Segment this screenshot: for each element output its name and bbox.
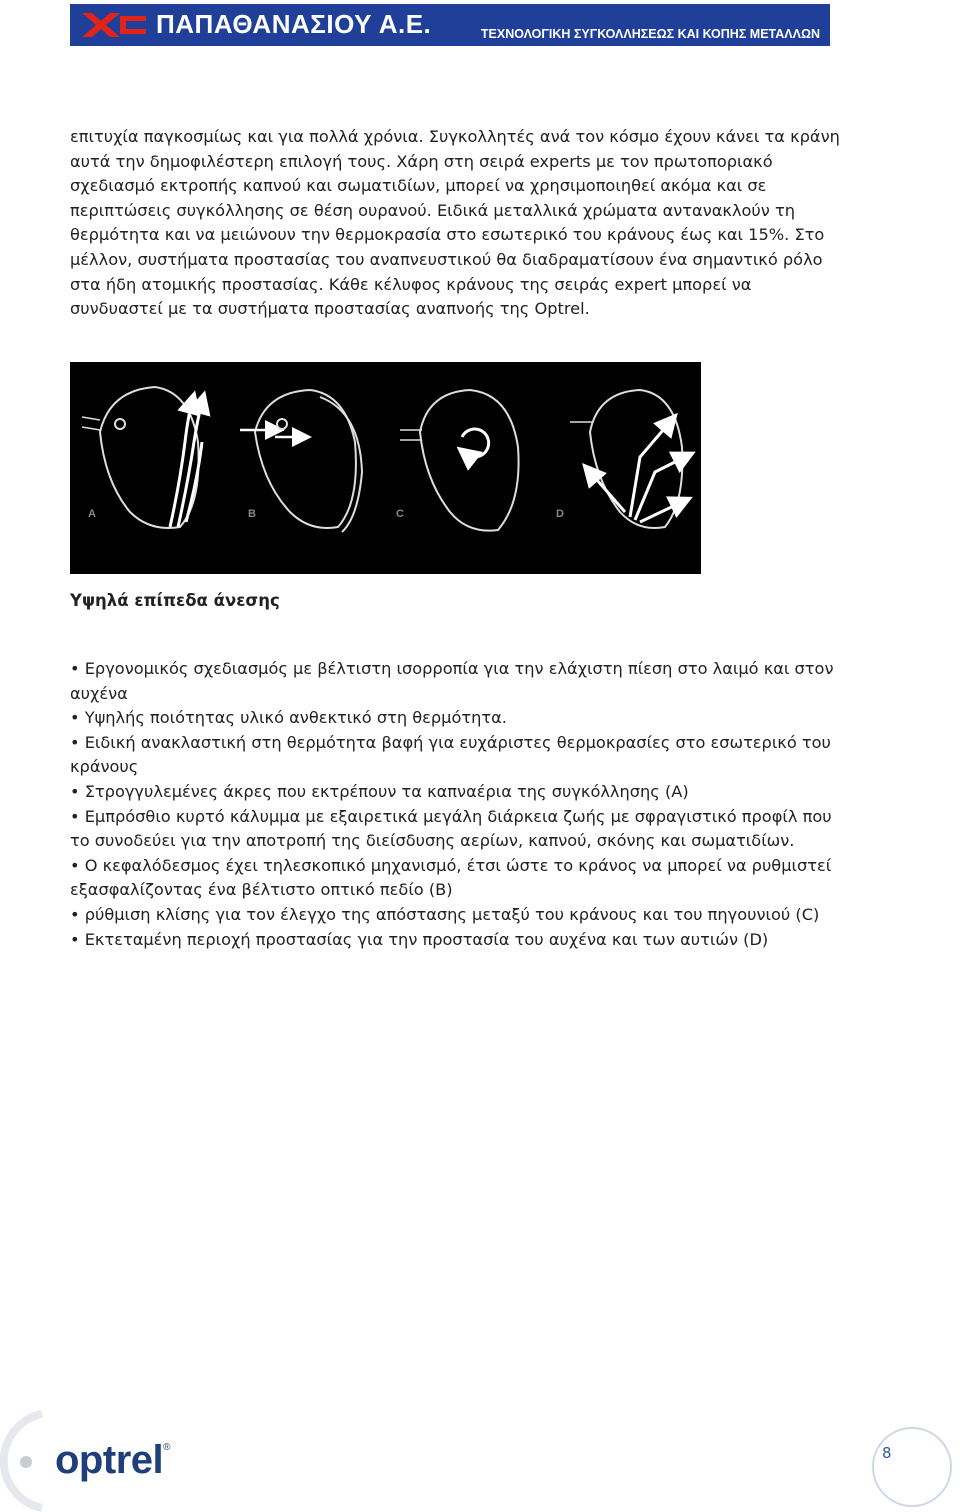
feature-list [70,657,840,952]
registered-mark: ® [163,1442,170,1453]
panel-label-a: A [88,508,96,520]
helmet-panel-a [82,387,202,528]
company-tagline: ΤΕΧΝΟΛΟΓΙΚΗ ΣΥΓΚΟΛΛΗΣΕΩΣ ΚΑΙ ΚΟΠΗΣ ΜΕΤΑΛΛΩΝ [480,27,820,41]
page-number: 8 [882,1444,892,1462]
list-item: • ρύθμιση κλίσης για τον έλεγχο της απόστασης μεταξύ του κράνους και του πηγουνιού (C) [70,903,840,928]
helmet-panel-b [240,390,362,532]
section-heading: Υψηλά επίπεδα άνεσης [70,591,280,610]
list-item: • Ειδική ανακλαστική στη θερμότητα βαφή για ευχάριστες θερμοκρασίες στο εσωτερικό του κράνους [70,731,840,780]
helmet-panel-c [400,390,519,531]
panel-label-c: C [396,508,404,520]
list-item: • Στρογγυλεμένες άκρες που εκτρέπουν τα καπναέρια της συγκόλλησης (A) [70,780,840,805]
helmet-diagram [70,362,701,574]
helmet-panel-d [570,390,685,528]
list-item: • Εκτεταμένη περιοχή προστασίας για την προστασία του αυχένα και των αυτιών (D) [70,928,840,953]
optrel-logo [55,1438,170,1483]
company-banner [70,4,830,46]
panel-label-b: B [248,508,256,520]
panel-label-d: D [556,508,564,520]
intro-paragraph: επιτυχία παγκοσμίως και για πολλά χρόνια. Συγκολλητές ανά τον κόσμο έχουν κάνει τα κράνη αυτά την δημοφιλέστερη επιλογή τους. Χάρη στη σειρά experts με τον πρωτοποριακό σχεδιασμό εκτροπής καπνού και σωματιδίων, μπορεί να χρησιμοποιηθεί ακόμα και σε περιπτώσεις συγκόλλησης σε θέση ουρανού. Ειδικά μεταλλικά χρώματα αντανακλούν τη θερμότητα και να μειώνουν την θερμοκρασία στο εσωτερικό του κράνους έως και 15%. Στο μέλλον, συστήματα προστασίας του αναπνευστικού θα διαδραματίσουν ένα σημαντικό ρόλο στα ήδη ατομικής προστασίας. Κάθε κέλυφος κράνους της σειράς expert μπορεί να συνδυαστεί με τα συστήματα προστασίας αναπνοής της Optrel. [70,127,840,319]
company-name: ΠΑΠΑΘΑΝΑΣΙΟΥ Α.Ε. [156,9,432,39]
list-item: • Εργονομικός σχεδιασμός με βέλτιστη ισορροπία για την ελάχιστη πίεση στο λαιμό και στον αυχένα [70,657,840,706]
company-logo-icon [80,10,150,40]
list-item: • Ο κεφαλόδεσμος έχει τηλεσκοπικό μηχανισμό, έτσι ώστε το κράνος να μπορεί να ρυθμιστεί εξασφαλίζοντας ένα βέλτιστο οπτικό πεδίο (B) [70,854,840,903]
footer-arc-decoration [0,1410,60,1512]
brand-name: optrel [55,1438,164,1482]
list-item: • Εμπρόσθιο κυρτό κάλυμμα με εξαιρετικά μεγάλη διάρκεια ζωής με σφραγιστικό προφίλ που το συνοδεύει για την αποτροπή της διείσδυσης αερίων, καπνού, σκόνης και σωματιδίων. [70,805,840,854]
list-item: • Υψηλής ποιότητας υλικό ανθεκτικό στη θερμότητα. [70,706,840,731]
page-number-badge [872,1427,952,1507]
